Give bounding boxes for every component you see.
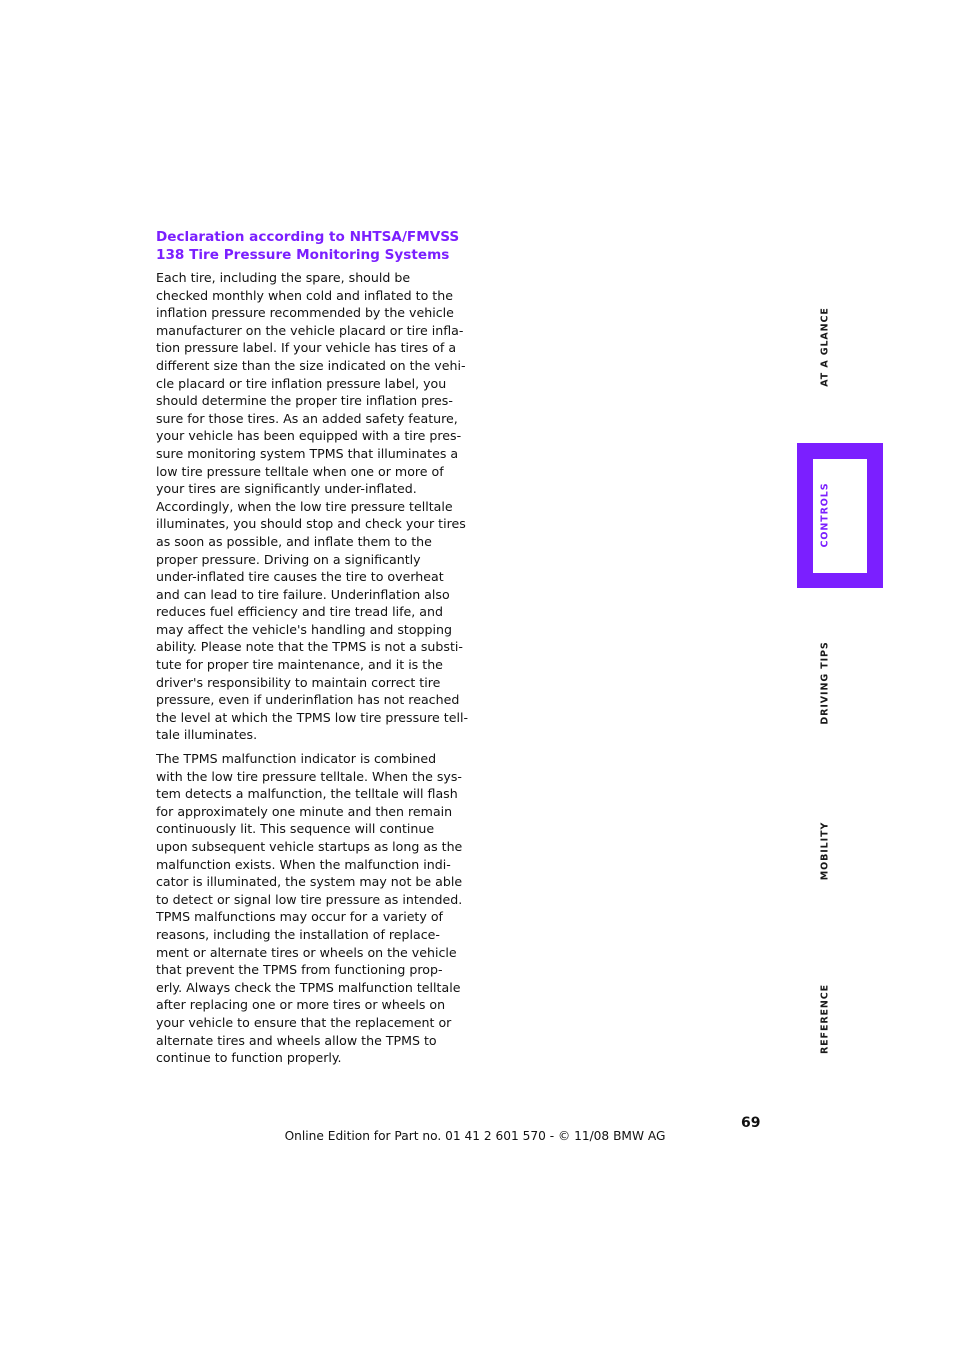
text-line: ment or alternate tires or wheels on the vehicle (156, 944, 457, 960)
text-line: upon subsequent vehicle startups as long as the (156, 838, 463, 854)
text-line: proper pressure. Driving on a significantly (156, 551, 421, 567)
footer-edition-note (0, 1129, 954, 1143)
page-number: 69 (741, 1115, 761, 1131)
text-line: different size than the size indicated on the vehi- (156, 357, 466, 373)
tab-controls-active[interactable] (797, 443, 883, 588)
text-line: reasons, including the installation of replace- (156, 926, 440, 942)
text-line: erly. Always check the TPMS malfunction telltale (156, 979, 461, 995)
text-line: Each tire, including the spare, should be (156, 270, 411, 285)
tab-mobility-label: MOBILITY (819, 821, 831, 881)
paragraph-tire-monitoring (156, 269, 469, 744)
section-heading (156, 229, 460, 264)
text-line: tale illuminates. (156, 727, 258, 743)
text-line: cle placard or tire inflation pressure label, you (156, 375, 447, 391)
text-line: tion pressure label. If your vehicle has tires of a (156, 340, 457, 356)
text-line: pressure, even if underinflation has not reached (156, 692, 460, 708)
text-line: tem detects a malfunction, the telltale will flash (156, 786, 458, 802)
tab-at-a-glance-label: AT A GLANCE (819, 307, 831, 387)
section-heading-line: Declaration according to NHTSA/FMVSS (156, 229, 460, 245)
text-line: continue to function properly. (156, 1050, 342, 1066)
text-line: low tire pressure telltale when one or more of (156, 463, 444, 479)
text-line: sure monitoring system TPMS that illuminates a (156, 445, 459, 461)
text-line: driver's responsibility to maintain correct tire (156, 674, 441, 690)
text-line: cator is illuminated, the system may not be able (156, 874, 463, 890)
text-line: tute for proper tire maintenance, and it is the (156, 657, 443, 673)
text-line: checked monthly when cold and inflated to the (156, 287, 453, 303)
text-line: manufacturer on the vehicle placard or tire infla- (156, 322, 464, 338)
text-line: TPMS malfunctions may occur for a variety of (156, 909, 443, 925)
text-line: continuously lit. This sequence will continue (156, 821, 435, 837)
text-line: reduces fuel efficiency and tire tread life, and (156, 604, 443, 620)
tab-reference-label: REFERENCE (819, 983, 831, 1055)
text-line: may affect the vehicle's handling and stopping (156, 621, 453, 637)
text-line: with the low tire pressure telltale. When the sys- (156, 768, 462, 784)
text-line: illuminates, you should stop and check your tires (156, 516, 466, 532)
footer-text: Online Edition for Part no. 01 41 2 601 570 - © 11/08 BMW AG (284, 1129, 666, 1143)
text-line: sure for those tires. As an added safety feature, (156, 410, 458, 426)
text-line: The TPMS malfunction indicator is combined (156, 751, 437, 766)
text-line: the level at which the TPMS low tire pressure tell- (156, 709, 469, 725)
text-line: and can lead to tire failure. Underinflation also (156, 586, 450, 602)
text-line: for approximately one minute and then remain (156, 803, 453, 819)
paragraph-tpms-malfunction (156, 750, 463, 1067)
text-line: after replacing one or more tires or wheels on (156, 997, 446, 1013)
text-line: as soon as possible, and inflate them to the (156, 533, 432, 549)
tab-driving-tips-label: DRIVING TIPS (819, 641, 831, 725)
text-line: your vehicle to ensure that the replacement or (156, 1014, 452, 1030)
text-line: alternate tires and wheels allow the TPMS to (156, 1032, 437, 1048)
text-line: should determine the proper tire inflation pres- (156, 393, 453, 409)
text-line: your tires are significantly under-inflated. (156, 481, 417, 497)
text-line: inflation pressure recommended by the vehicle (156, 305, 454, 321)
tab-controls-label: CONTROLS (819, 482, 831, 548)
section-heading-line: 138 Tire Pressure Monitoring Systems (156, 246, 450, 263)
text-line: under-inflated tire causes the tire to overheat (156, 569, 444, 585)
text-line: ability. Please note that the TPMS is not a substi- (156, 639, 463, 655)
text-line: to detect or signal low tire pressure as intended. (156, 891, 463, 907)
text-line: malfunction exists. When the malfunction indi- (156, 856, 451, 872)
text-line: that prevent the TPMS from functioning prop- (156, 962, 443, 978)
text-line: Accordingly, when the low tire pressure telltale (156, 498, 453, 514)
text-line: your vehicle has been equipped with a tire pres- (156, 428, 462, 444)
